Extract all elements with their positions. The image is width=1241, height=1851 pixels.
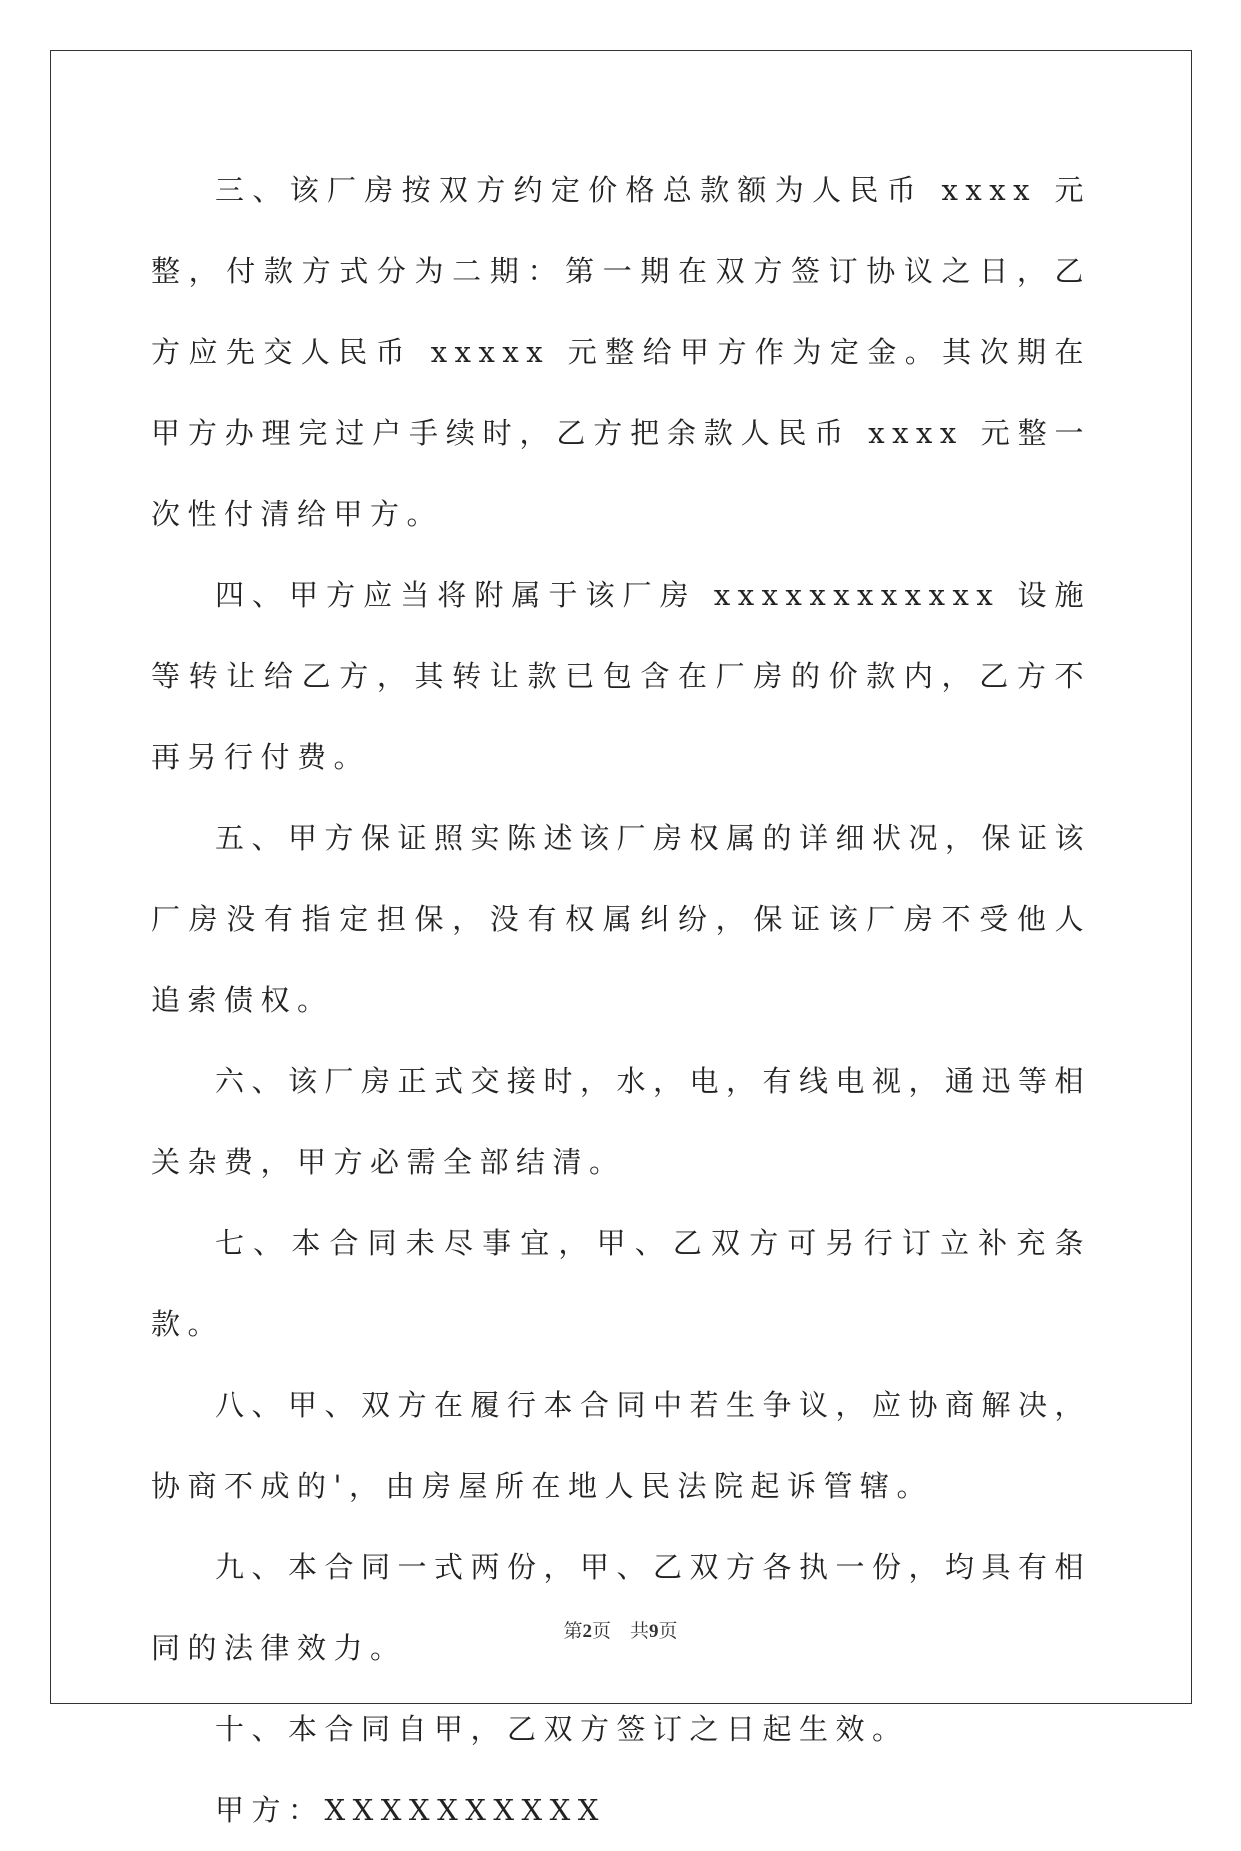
clause-10: 十、本合同自甲，乙双方签订之日起生效。	[215, 1712, 909, 1746]
footer-mid: 页 共	[591, 1621, 649, 1642]
current-page-number: 2	[582, 1621, 592, 1642]
page-footer	[0, 1616, 1241, 1643]
clause-5: 五、甲方保证照实陈述该厂房权属的详细状况，保证该厂房没有指定担保，没有权属纠纷，保证该厂房不受他人追索债权。	[151, 821, 1092, 1017]
document-body	[151, 150, 1091, 1851]
total-page-number: 9	[649, 1621, 659, 1642]
clause-9: 九、本合同一式两份，甲、乙双方各执一份，均具有相同的法律效力。	[151, 1550, 1092, 1665]
clause-7: 七、本合同未尽事宜，甲、乙双方可另行订立补充条款。	[151, 1226, 1091, 1341]
clause-4: 四、甲方应当将附属于该厂房 xxxxxxxxxxxx 设施等转让给乙方，其转让款已包含在厂房的价款内，乙方不再另行付费。	[151, 578, 1091, 774]
clause-6: 六、该厂房正式交接时，水，电，有线电视，通迅等相关杂费，甲方必需全部结清。	[151, 1064, 1092, 1179]
footer-prefix: 第	[563, 1621, 583, 1642]
footer-suffix: 页	[658, 1621, 678, 1642]
clause-8: 八、甲、双方在履行本合同中若生争议，应协商解决，协商不成的'，由房屋所在地人民法院起诉管辖。	[151, 1388, 1092, 1503]
clause-3: 三、该厂房按双方约定价格总款额为人民币 xxxx 元整，付款方式分为二期：第一期在双方签订协议之日，乙方应先交人民币 xxxxx 元整给甲方作为定金。其次期在甲方办理完过户手续时，乙方把余款人民币 xxxx 元整一次性付清给甲方。	[151, 173, 1091, 531]
party-a-line: 甲方：XXXXXXXXXX	[215, 1793, 606, 1827]
